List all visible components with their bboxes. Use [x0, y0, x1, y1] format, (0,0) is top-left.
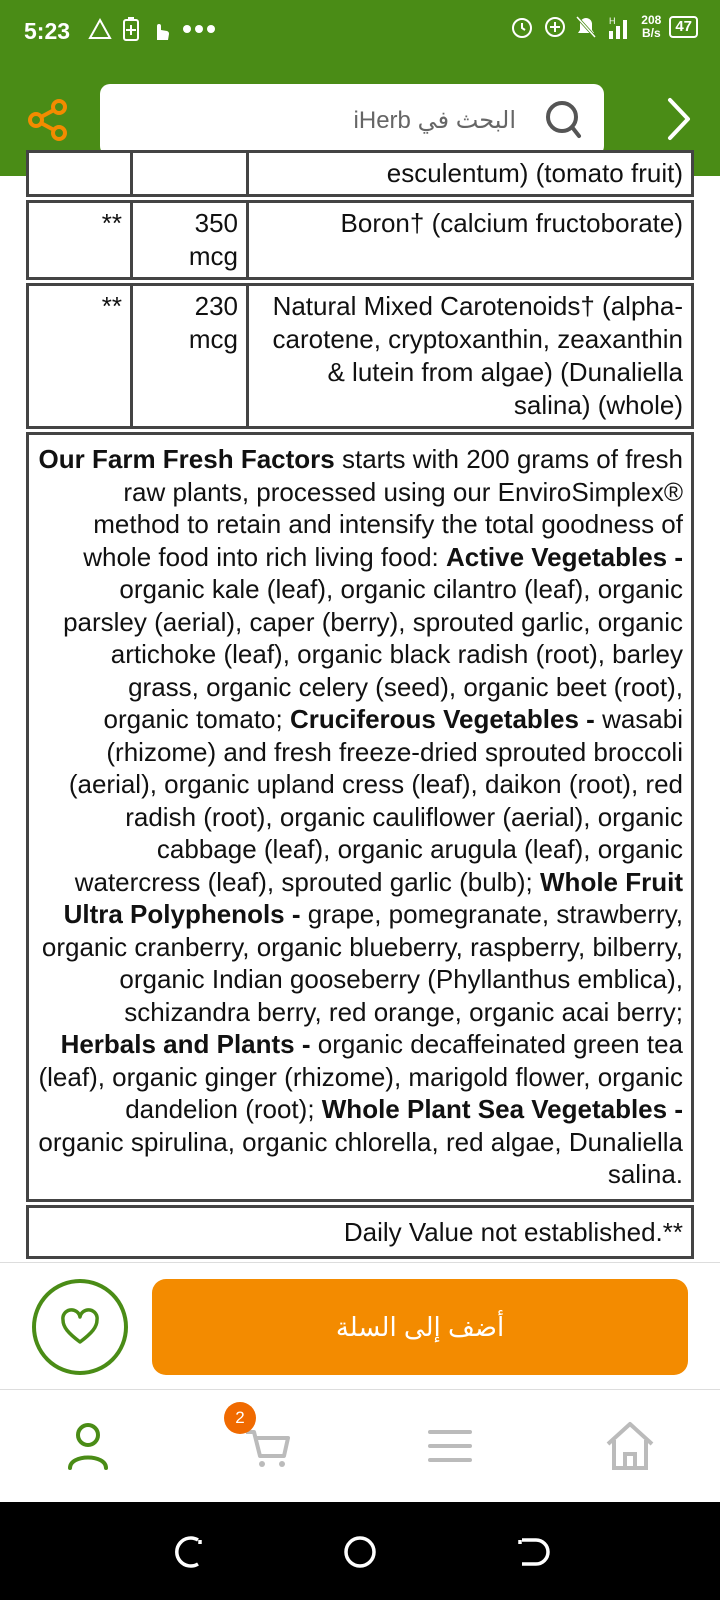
system-navigation-bar [0, 1502, 720, 1600]
daily-value-cell [29, 153, 133, 194]
signal-icon [605, 15, 633, 39]
status-bar [0, 0, 720, 64]
factors-intro: starts with 200 grams of fresh raw plants, processed using our EnviroSimplex® method to retain and intensify the total goodness of whole food into rich living food: [83, 444, 683, 572]
heart-icon [60, 1309, 100, 1345]
table-row [26, 200, 694, 280]
nav-home[interactable] [602, 1418, 658, 1474]
recent-apps-button[interactable] [168, 1532, 208, 1572]
table-row [26, 283, 694, 429]
whole-fruit-label: Whole Fruit Ultra Polyphenols - [63, 866, 683, 929]
status-right-icons [509, 14, 698, 40]
menu-icon [422, 1418, 478, 1474]
supplement-facts-table [26, 150, 694, 1262]
factors-row [26, 432, 694, 1202]
wishlist-button[interactable] [32, 1279, 128, 1375]
recent-apps-icon [168, 1532, 208, 1572]
herbals-text: organic decaffeinated green tea (leaf), organic ginger (rhizome), marigold flower, organic dandelion (root); [38, 1029, 683, 1124]
speed-unit: B/s [641, 26, 661, 40]
alarm-icon [509, 14, 535, 40]
herbals-label: Herbals and Plants - [60, 1029, 311, 1059]
more-dots-icon [182, 24, 216, 34]
cart-count-badge: 2 [224, 1402, 256, 1434]
mute-icon [575, 15, 597, 39]
table-row [26, 150, 694, 197]
touch-icon [150, 16, 172, 42]
cruciferous-vegetables-label: Cruciferous Vegetables - [289, 704, 595, 734]
active-vegetables-text: organic kale (leaf), organic cilantro (leaf), organic parsley (aerial), caper (berry), sprouted garlic, organic artichoke (leaf), organic black radish (root), barley grass, organic celery (seed), organic beet (root), organic tomato; [63, 574, 683, 734]
home-system-button[interactable] [340, 1532, 380, 1572]
daily-value-cell: ** [29, 203, 133, 277]
share-icon [26, 98, 70, 142]
active-vegetables-label: Active Vegetables - [446, 541, 683, 572]
battery-indicator: 47 [669, 16, 698, 38]
bottom-navigation [0, 1390, 720, 1502]
add-to-cart-button[interactable]: أضف إلى السلة [152, 1279, 688, 1375]
search-placeholder: البحث في iHerb [353, 107, 516, 134]
back-icon [512, 1532, 552, 1572]
nav-menu[interactable] [422, 1418, 478, 1474]
data-saver-icon [543, 15, 567, 39]
supplement-facts-scroll[interactable] [0, 158, 720, 1262]
nav-cart[interactable] [235, 1408, 296, 1474]
status-notification-icons [88, 16, 216, 42]
home-icon [602, 1418, 658, 1474]
nav-account[interactable] [60, 1418, 116, 1474]
warning-icon [88, 17, 112, 41]
chevron-right-icon [656, 94, 700, 144]
product-action-bar [0, 1262, 720, 1390]
factors-heading: Our Farm Fresh Factors [38, 444, 335, 474]
farm-fresh-factors [29, 435, 691, 1199]
ingredient-cell: esculentum) (tomato fruit) [386, 158, 683, 188]
status-time: 5:23 [24, 18, 71, 44]
sea-vegetables-label: Whole Plant Sea Vegetables - [321, 1094, 683, 1124]
forward-button[interactable] [656, 94, 700, 144]
amount-cell [133, 153, 249, 194]
battery-saver-icon [122, 16, 140, 42]
whole-fruit-text: grape, pomegranate, strawberry, organic cranberry, organic blueberry, raspberry, bilberry, organic Indian gooseberry (Phyllanthus emblica), schizandra berry, red orange, organic acai berry; [41, 899, 683, 1027]
home-circle-icon [340, 1532, 380, 1572]
user-icon [60, 1418, 116, 1474]
back-system-button[interactable] [512, 1532, 552, 1572]
ingredient-cell: Boron† (calcium fructoborate) [340, 208, 683, 238]
search-input[interactable] [100, 84, 604, 156]
cruciferous-vegetables-text: wasabi (rhizome) and fresh freeze-dried sprouted broccoli (aerial), organic upland cress (leaf), daikon (root), red radish (root), organic cauliflower (aerial), organic cabbage (leaf), organic arugula (leaf), organic watercress (leaf), sprouted garlic (bulb); [68, 704, 683, 897]
share-button[interactable] [26, 98, 70, 142]
amount-cell: 350 mcg [133, 203, 249, 277]
amount-cell: 230 mcg [133, 286, 249, 426]
svg-text:H: H [609, 16, 616, 26]
search-icon [538, 98, 582, 142]
daily-value-cell: ** [29, 286, 133, 426]
ingredient-cell: Natural Mixed Carotenoids† (alpha-carotene, cryptoxanthin, zeaxanthin & lutein from algae) (Dunaliella salina) (whole) [272, 291, 683, 420]
footer-note: Daily Value not established.** [343, 1216, 683, 1247]
network-speed [641, 14, 661, 40]
speed-value: 208 [641, 13, 662, 27]
sea-vegetables-text: organic spirulina, organic chlorella, red algae, Dunaliella salina. [38, 1126, 683, 1189]
table-footer-row [26, 1205, 694, 1260]
